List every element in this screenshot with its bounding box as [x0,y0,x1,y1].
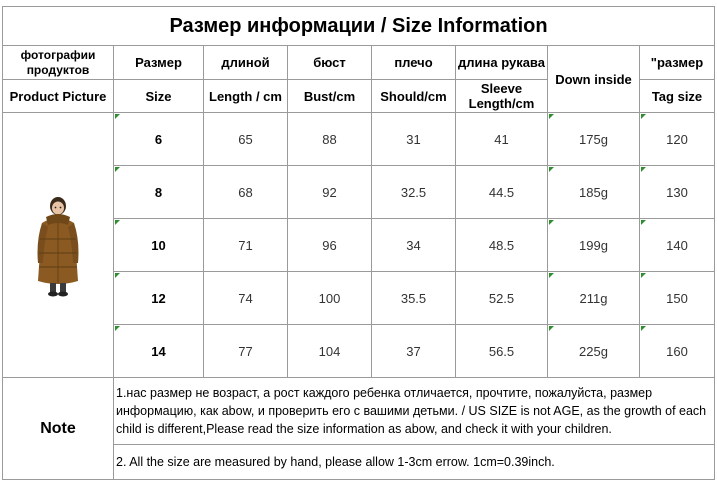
cell-down: 175g [548,113,640,166]
cell-bust: 92 [288,166,372,219]
page-title: Размер информации / Size Information [3,7,715,46]
product-picture [3,113,114,378]
cell-size: 10 [114,219,204,272]
cell-tag: 150 [640,272,715,325]
cell-down: 199g [548,219,640,272]
cell-tag: 160 [640,325,715,378]
cell-down: 185g [548,166,640,219]
note-text-2: 2. All the size are measured by hand, please allow 1-3cm errow. 1cm=0.39inch. [114,445,715,480]
header-bust: Bust/cm [288,80,372,113]
header-sleeve-ru: длина рукава [456,46,548,80]
table-row [3,113,715,166]
cell-down: 211g [548,272,640,325]
cell-sleeve: 48.5 [456,219,548,272]
cell-bust: 100 [288,272,372,325]
size-table [2,6,715,480]
cell-shoulder: 34 [372,219,456,272]
cell-sleeve: 52.5 [456,272,548,325]
cell-length: 71 [204,219,288,272]
cell-bust: 104 [288,325,372,378]
header-size-ru: Размер [114,46,204,80]
header-tag-size: Tag size [640,80,715,113]
cell-down: 225g [548,325,640,378]
cell-length: 68 [204,166,288,219]
cell-length: 65 [204,113,288,166]
note-label: Note [3,378,114,480]
cell-tag: 120 [640,113,715,166]
header-length: Length / cm [204,80,288,113]
header-length-ru: длиной [204,46,288,80]
cell-sleeve: 56.5 [456,325,548,378]
note-text-1: 1.нас размер не возраст, а рост каждого ребенка отличается, прочтите, пожалуйста, размер информацию, как abow, и проверить его с вашими детьми. / US SIZE is not AGE, as the growth of each child is different,Please read the size information as abow, and check it with your children. [114,378,715,445]
cell-bust: 88 [288,113,372,166]
header-product-picture: Product Picture [3,80,114,113]
header-shoulder-ru: плечо [372,46,456,80]
cell-size: 6 [114,113,204,166]
cell-sleeve: 41 [456,113,548,166]
cell-tag: 140 [640,219,715,272]
header-bust-ru: бюст [288,46,372,80]
header-sleeve: Sleeve Length/cm [456,80,548,113]
header-product-picture-ru: фотографии продуктов [3,46,114,80]
cell-size: 12 [114,272,204,325]
cell-shoulder: 35.5 [372,272,456,325]
cell-size: 8 [114,166,204,219]
cell-sleeve: 44.5 [456,166,548,219]
header-size: Size [114,80,204,113]
cell-shoulder: 37 [372,325,456,378]
header-tag-size-ru: "размер [640,46,715,80]
header-shoulder: Should/cm [372,80,456,113]
cell-shoulder: 32.5 [372,166,456,219]
cell-shoulder: 31 [372,113,456,166]
cell-tag: 130 [640,166,715,219]
cell-length: 74 [204,272,288,325]
note-row [3,378,715,445]
header-down-inside: Down inside [548,46,640,113]
header-row-russian [3,46,715,80]
cell-length: 77 [204,325,288,378]
child-in-puffer-coat-icon [28,189,88,299]
cell-bust: 96 [288,219,372,272]
cell-size: 14 [114,325,204,378]
